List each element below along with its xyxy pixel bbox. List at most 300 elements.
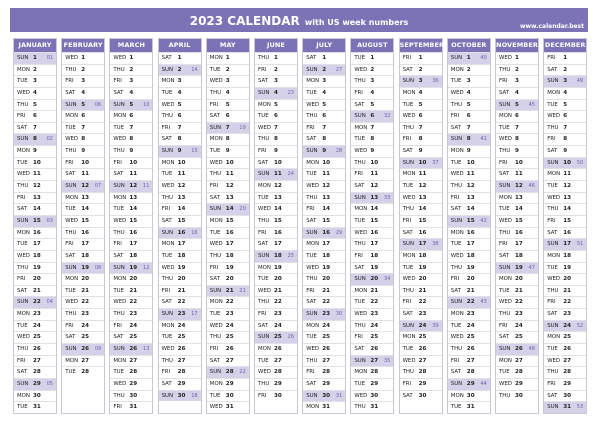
day-row[interactable]: [351, 343, 393, 355]
day-row[interactable]: [207, 320, 249, 332]
day-row[interactable]: [62, 145, 104, 157]
day-row[interactable]: [110, 227, 152, 239]
day-row[interactable]: [62, 203, 104, 215]
day-row[interactable]: [207, 157, 249, 169]
day-row[interactable]: [207, 331, 249, 343]
day-row[interactable]: [159, 355, 201, 367]
day-row[interactable]: [544, 215, 586, 227]
day-row[interactable]: [400, 133, 442, 145]
day-row[interactable]: [351, 262, 393, 274]
day-row[interactable]: [159, 390, 201, 402]
day-row[interactable]: [255, 52, 297, 64]
day-row[interactable]: [62, 320, 104, 332]
day-row[interactable]: [14, 366, 56, 378]
day-row[interactable]: [448, 110, 490, 122]
day-row[interactable]: [351, 133, 393, 145]
day-row[interactable]: [14, 122, 56, 134]
day-row[interactable]: [110, 145, 152, 157]
day-row[interactable]: [110, 401, 152, 413]
day-row[interactable]: [159, 122, 201, 134]
day-row[interactable]: [62, 308, 104, 320]
day-row[interactable]: [110, 168, 152, 180]
day-row[interactable]: [207, 401, 249, 413]
day-row[interactable]: [544, 52, 586, 64]
day-row[interactable]: [351, 355, 393, 367]
day-row[interactable]: [207, 250, 249, 262]
day-row[interactable]: [448, 180, 490, 192]
day-row[interactable]: [207, 273, 249, 285]
day-row[interactable]: [351, 145, 393, 157]
day-row[interactable]: [159, 366, 201, 378]
day-row[interactable]: [400, 390, 442, 402]
day-row[interactable]: [159, 250, 201, 262]
day-row[interactable]: [400, 285, 442, 297]
day-row[interactable]: [110, 180, 152, 192]
day-row[interactable]: [110, 262, 152, 274]
day-row[interactable]: [14, 331, 56, 343]
day-row[interactable]: [351, 157, 393, 169]
day-row[interactable]: [159, 227, 201, 239]
day-row[interactable]: [159, 238, 201, 250]
day-row[interactable]: [207, 110, 249, 122]
day-row[interactable]: [351, 296, 393, 308]
day-row[interactable]: [255, 238, 297, 250]
day-row[interactable]: [448, 250, 490, 262]
day-row[interactable]: [496, 110, 538, 122]
day-row[interactable]: [303, 227, 345, 239]
day-row[interactable]: [255, 64, 297, 76]
day-row[interactable]: [110, 110, 152, 122]
day-row[interactable]: [62, 366, 104, 378]
day-row[interactable]: [544, 87, 586, 99]
day-row[interactable]: [400, 192, 442, 204]
day-row[interactable]: [544, 203, 586, 215]
day-row[interactable]: [159, 215, 201, 227]
day-row[interactable]: [207, 378, 249, 390]
day-row[interactable]: [448, 192, 490, 204]
day-row[interactable]: [14, 145, 56, 157]
day-row[interactable]: [544, 192, 586, 204]
day-row[interactable]: [400, 250, 442, 262]
day-row[interactable]: [14, 401, 56, 413]
day-row[interactable]: [62, 250, 104, 262]
day-row[interactable]: [303, 238, 345, 250]
day-row[interactable]: [159, 87, 201, 99]
day-row[interactable]: [255, 110, 297, 122]
day-row[interactable]: [303, 285, 345, 297]
day-row[interactable]: [496, 64, 538, 76]
day-row[interactable]: [159, 64, 201, 76]
day-row[interactable]: [448, 168, 490, 180]
day-row[interactable]: [62, 75, 104, 87]
day-row[interactable]: [448, 355, 490, 367]
day-row[interactable]: [496, 296, 538, 308]
day-row[interactable]: [448, 296, 490, 308]
day-row[interactable]: [110, 250, 152, 262]
day-row[interactable]: [496, 390, 538, 402]
day-row[interactable]: [255, 285, 297, 297]
day-row[interactable]: [255, 99, 297, 111]
day-row[interactable]: [255, 273, 297, 285]
day-row[interactable]: [448, 320, 490, 332]
day-row[interactable]: [496, 378, 538, 390]
day-row[interactable]: [303, 250, 345, 262]
day-row[interactable]: [207, 355, 249, 367]
day-row[interactable]: [448, 99, 490, 111]
day-row[interactable]: [400, 99, 442, 111]
day-row[interactable]: [62, 180, 104, 192]
day-row[interactable]: [351, 308, 393, 320]
day-row[interactable]: [351, 285, 393, 297]
day-row[interactable]: [303, 308, 345, 320]
day-row[interactable]: [400, 75, 442, 87]
day-row[interactable]: [400, 378, 442, 390]
day-row[interactable]: [62, 273, 104, 285]
day-row[interactable]: [14, 157, 56, 169]
day-row[interactable]: [496, 168, 538, 180]
day-row[interactable]: [544, 273, 586, 285]
day-row[interactable]: [255, 157, 297, 169]
day-row[interactable]: [496, 343, 538, 355]
day-row[interactable]: [62, 99, 104, 111]
day-row[interactable]: [303, 320, 345, 332]
day-row[interactable]: [255, 366, 297, 378]
day-row[interactable]: [255, 343, 297, 355]
day-row[interactable]: [448, 64, 490, 76]
day-row[interactable]: [496, 273, 538, 285]
day-row[interactable]: [351, 331, 393, 343]
day-row[interactable]: [448, 133, 490, 145]
day-row[interactable]: [255, 122, 297, 134]
day-row[interactable]: [448, 75, 490, 87]
day-row[interactable]: [400, 122, 442, 134]
day-row[interactable]: [400, 331, 442, 343]
day-row[interactable]: [544, 343, 586, 355]
day-row[interactable]: [110, 366, 152, 378]
site-link[interactable]: www.calendar.best: [519, 23, 584, 30]
day-row[interactable]: [544, 390, 586, 402]
day-row[interactable]: [255, 75, 297, 87]
day-row[interactable]: [400, 308, 442, 320]
day-row[interactable]: [207, 227, 249, 239]
day-row[interactable]: [14, 203, 56, 215]
day-row[interactable]: [255, 87, 297, 99]
day-row[interactable]: [400, 215, 442, 227]
day-row[interactable]: [303, 168, 345, 180]
day-row[interactable]: [351, 87, 393, 99]
day-row[interactable]: [448, 227, 490, 239]
day-row[interactable]: [14, 75, 56, 87]
day-row[interactable]: [544, 122, 586, 134]
day-row[interactable]: [159, 192, 201, 204]
day-row[interactable]: [400, 52, 442, 64]
day-row[interactable]: [110, 285, 152, 297]
day-row[interactable]: [255, 308, 297, 320]
day-row[interactable]: [110, 157, 152, 169]
day-row[interactable]: [448, 390, 490, 402]
day-row[interactable]: [351, 99, 393, 111]
day-row[interactable]: [207, 296, 249, 308]
day-row[interactable]: [303, 262, 345, 274]
day-row[interactable]: [110, 52, 152, 64]
day-row[interactable]: [14, 215, 56, 227]
day-row[interactable]: [62, 331, 104, 343]
day-row[interactable]: [303, 180, 345, 192]
day-row[interactable]: [351, 215, 393, 227]
day-row[interactable]: [448, 343, 490, 355]
day-row[interactable]: [207, 238, 249, 250]
day-row[interactable]: [496, 308, 538, 320]
day-row[interactable]: [303, 157, 345, 169]
day-row[interactable]: [14, 110, 56, 122]
day-row[interactable]: [303, 110, 345, 122]
day-row[interactable]: [303, 192, 345, 204]
day-row[interactable]: [110, 192, 152, 204]
day-row[interactable]: [255, 262, 297, 274]
day-row[interactable]: [159, 52, 201, 64]
day-row[interactable]: [496, 331, 538, 343]
day-row[interactable]: [255, 145, 297, 157]
day-row[interactable]: [496, 262, 538, 274]
day-row[interactable]: [400, 262, 442, 274]
day-row[interactable]: [207, 215, 249, 227]
day-row[interactable]: [62, 227, 104, 239]
day-row[interactable]: [110, 296, 152, 308]
day-row[interactable]: [14, 250, 56, 262]
day-row[interactable]: [496, 145, 538, 157]
day-row[interactable]: [207, 308, 249, 320]
day-row[interactable]: [448, 262, 490, 274]
day-row[interactable]: [303, 273, 345, 285]
day-row[interactable]: [14, 273, 56, 285]
day-row[interactable]: [255, 331, 297, 343]
day-row[interactable]: [62, 122, 104, 134]
day-row[interactable]: [351, 401, 393, 413]
day-row[interactable]: [255, 296, 297, 308]
day-row[interactable]: [303, 87, 345, 99]
day-row[interactable]: [351, 378, 393, 390]
day-row[interactable]: [303, 390, 345, 402]
day-row[interactable]: [351, 390, 393, 402]
day-row[interactable]: [62, 238, 104, 250]
day-row[interactable]: [303, 203, 345, 215]
day-row[interactable]: [14, 227, 56, 239]
day-row[interactable]: [62, 52, 104, 64]
day-row[interactable]: [544, 378, 586, 390]
day-row[interactable]: [207, 390, 249, 402]
day-row[interactable]: [110, 355, 152, 367]
day-row[interactable]: [207, 262, 249, 274]
day-row[interactable]: [400, 296, 442, 308]
day-row[interactable]: [62, 262, 104, 274]
day-row[interactable]: [303, 343, 345, 355]
day-row[interactable]: [207, 192, 249, 204]
day-row[interactable]: [496, 157, 538, 169]
day-row[interactable]: [448, 87, 490, 99]
day-row[interactable]: [110, 320, 152, 332]
day-row[interactable]: [496, 87, 538, 99]
day-row[interactable]: [351, 320, 393, 332]
day-row[interactable]: [255, 192, 297, 204]
day-row[interactable]: [159, 133, 201, 145]
day-row[interactable]: [159, 285, 201, 297]
day-row[interactable]: [303, 64, 345, 76]
day-row[interactable]: [62, 215, 104, 227]
day-row[interactable]: [110, 87, 152, 99]
day-row[interactable]: [159, 180, 201, 192]
day-row[interactable]: [14, 343, 56, 355]
day-row[interactable]: [62, 168, 104, 180]
day-row[interactable]: [207, 366, 249, 378]
day-row[interactable]: [544, 296, 586, 308]
day-row[interactable]: [62, 87, 104, 99]
day-row[interactable]: [159, 273, 201, 285]
day-row[interactable]: [14, 355, 56, 367]
day-row[interactable]: [110, 390, 152, 402]
day-row[interactable]: [207, 180, 249, 192]
day-row[interactable]: [159, 296, 201, 308]
day-row[interactable]: [207, 75, 249, 87]
day-row[interactable]: [303, 145, 345, 157]
day-row[interactable]: [159, 168, 201, 180]
day-row[interactable]: [448, 378, 490, 390]
day-row[interactable]: [400, 145, 442, 157]
day-row[interactable]: [14, 390, 56, 402]
day-row[interactable]: [110, 122, 152, 134]
day-row[interactable]: [400, 180, 442, 192]
day-row[interactable]: [255, 355, 297, 367]
day-row[interactable]: [303, 133, 345, 145]
day-row[interactable]: [400, 87, 442, 99]
day-row[interactable]: [448, 145, 490, 157]
day-row[interactable]: [255, 227, 297, 239]
day-row[interactable]: [351, 122, 393, 134]
day-row[interactable]: [544, 180, 586, 192]
day-row[interactable]: [496, 180, 538, 192]
day-row[interactable]: [14, 99, 56, 111]
day-row[interactable]: [496, 285, 538, 297]
day-row[interactable]: [62, 285, 104, 297]
day-row[interactable]: [62, 110, 104, 122]
day-row[interactable]: [448, 238, 490, 250]
day-row[interactable]: [159, 99, 201, 111]
day-row[interactable]: [496, 192, 538, 204]
day-row[interactable]: [544, 110, 586, 122]
day-row[interactable]: [255, 320, 297, 332]
day-row[interactable]: [159, 110, 201, 122]
day-row[interactable]: [159, 343, 201, 355]
day-row[interactable]: [400, 273, 442, 285]
day-row[interactable]: [110, 331, 152, 343]
day-row[interactable]: [400, 110, 442, 122]
day-row[interactable]: [14, 52, 56, 64]
day-row[interactable]: [496, 99, 538, 111]
day-row[interactable]: [110, 343, 152, 355]
day-row[interactable]: [14, 87, 56, 99]
day-row[interactable]: [448, 308, 490, 320]
day-row[interactable]: [303, 122, 345, 134]
day-row[interactable]: [544, 401, 586, 413]
day-row[interactable]: [159, 308, 201, 320]
day-row[interactable]: [14, 168, 56, 180]
day-row[interactable]: [303, 75, 345, 87]
day-row[interactable]: [544, 157, 586, 169]
day-row[interactable]: [496, 227, 538, 239]
day-row[interactable]: [303, 296, 345, 308]
day-row[interactable]: [400, 157, 442, 169]
day-row[interactable]: [207, 203, 249, 215]
day-row[interactable]: [207, 133, 249, 145]
day-row[interactable]: [14, 285, 56, 297]
day-row[interactable]: [400, 366, 442, 378]
day-row[interactable]: [496, 122, 538, 134]
day-row[interactable]: [400, 343, 442, 355]
day-row[interactable]: [400, 227, 442, 239]
day-row[interactable]: [110, 378, 152, 390]
day-row[interactable]: [207, 52, 249, 64]
day-row[interactable]: [351, 52, 393, 64]
day-row[interactable]: [303, 401, 345, 413]
day-row[interactable]: [496, 133, 538, 145]
day-row[interactable]: [496, 355, 538, 367]
day-row[interactable]: [207, 285, 249, 297]
day-row[interactable]: [400, 320, 442, 332]
day-row[interactable]: [351, 273, 393, 285]
day-row[interactable]: [351, 110, 393, 122]
day-row[interactable]: [255, 203, 297, 215]
day-row[interactable]: [207, 145, 249, 157]
day-row[interactable]: [303, 52, 345, 64]
day-row[interactable]: [159, 378, 201, 390]
day-row[interactable]: [255, 378, 297, 390]
day-row[interactable]: [255, 390, 297, 402]
day-row[interactable]: [448, 273, 490, 285]
day-row[interactable]: [351, 203, 393, 215]
day-row[interactable]: [544, 250, 586, 262]
day-row[interactable]: [544, 99, 586, 111]
day-row[interactable]: [303, 366, 345, 378]
day-row[interactable]: [496, 203, 538, 215]
day-row[interactable]: [544, 262, 586, 274]
day-row[interactable]: [159, 157, 201, 169]
day-row[interactable]: [544, 366, 586, 378]
day-row[interactable]: [303, 99, 345, 111]
day-row[interactable]: [448, 331, 490, 343]
day-row[interactable]: [544, 75, 586, 87]
day-row[interactable]: [303, 331, 345, 343]
day-row[interactable]: [544, 285, 586, 297]
day-row[interactable]: [110, 203, 152, 215]
day-row[interactable]: [110, 133, 152, 145]
day-row[interactable]: [544, 168, 586, 180]
day-row[interactable]: [62, 133, 104, 145]
day-row[interactable]: [159, 203, 201, 215]
day-row[interactable]: [110, 238, 152, 250]
day-row[interactable]: [351, 238, 393, 250]
day-row[interactable]: [14, 133, 56, 145]
day-row[interactable]: [159, 262, 201, 274]
day-row[interactable]: [255, 215, 297, 227]
day-row[interactable]: [544, 227, 586, 239]
day-row[interactable]: [351, 192, 393, 204]
day-row[interactable]: [62, 343, 104, 355]
day-row[interactable]: [400, 203, 442, 215]
day-row[interactable]: [544, 133, 586, 145]
day-row[interactable]: [400, 64, 442, 76]
day-row[interactable]: [255, 133, 297, 145]
day-row[interactable]: [400, 238, 442, 250]
day-row[interactable]: [351, 64, 393, 76]
